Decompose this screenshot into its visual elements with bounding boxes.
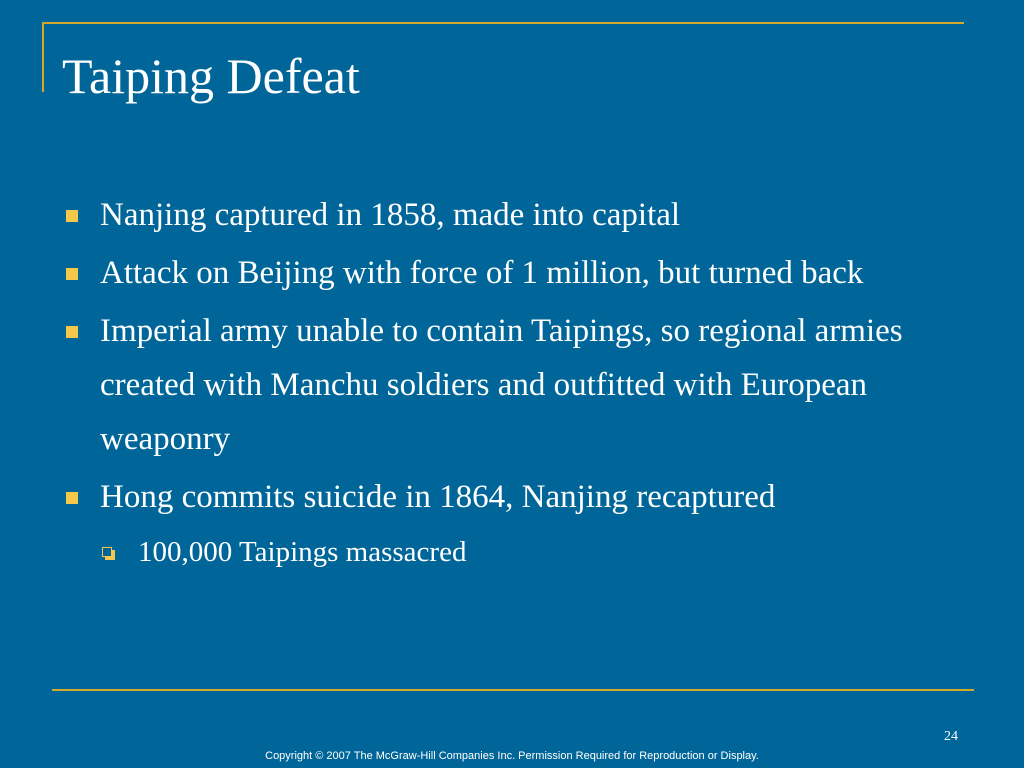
sub-bullet-text: 100,000 Taipings massacred	[138, 536, 467, 568]
page-number: 24	[944, 729, 958, 744]
left-accent-line	[42, 22, 44, 92]
copyright-footer: Copyright © 2007 The McGraw-Hill Companies Inc. Permission Required for Reproduction or Display.	[265, 750, 759, 762]
square-bullet-icon	[66, 326, 78, 338]
bullet-text: Imperial army unable to contain Taipings, so regional armies created with Manchu soldiers and outfitted with European weaponry	[100, 313, 903, 457]
hollow-square-bullet-icon	[102, 547, 112, 557]
bullet-text: Nanjing captured in 1858, made into capital	[100, 197, 681, 233]
bullet-item	[62, 246, 962, 300]
sub-bullet-item	[62, 528, 962, 576]
bottom-accent-line	[52, 689, 974, 691]
square-bullet-icon	[66, 210, 78, 222]
bullet-text: Hong commits suicide in 1864, Nanjing recaptured	[100, 479, 776, 515]
square-bullet-icon	[66, 492, 78, 504]
bullet-list	[62, 188, 962, 576]
bullet-item	[62, 304, 962, 466]
bullet-item	[62, 470, 962, 524]
square-bullet-icon	[66, 268, 78, 280]
slide-title: Taiping Defeat	[62, 48, 360, 104]
top-accent-line	[42, 22, 964, 24]
bullet-item	[62, 188, 962, 242]
bullet-text: Attack on Beijing with force of 1 million, but turned back	[100, 255, 864, 291]
